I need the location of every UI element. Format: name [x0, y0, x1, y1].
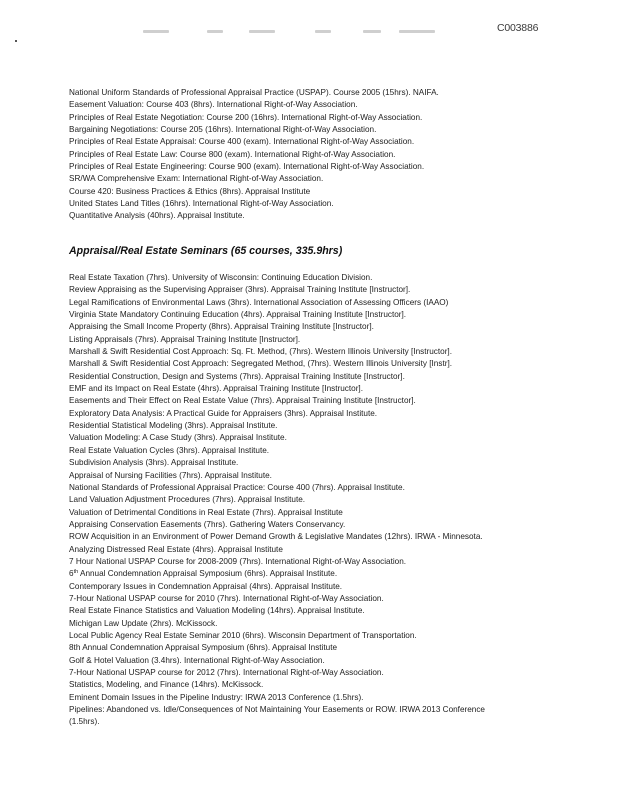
bates-number: C003886 [497, 22, 539, 34]
course-item: Course 420: Business Practices & Ethics (8hrs). Appraisal Institute [69, 186, 311, 196]
seminar-item: Legal Ramifications of Environmental Laws (3hrs). International Association of Assessing Officers (IAAO) [69, 297, 449, 307]
seminar-item: Michigan Law Update (2hrs). McKissock. [69, 618, 218, 628]
ordinal-suffix: th [73, 569, 79, 576]
course-item: Principles of Real Estate Law: Course 800 (exam). International Right-of-Way Association. [69, 149, 396, 159]
seminar-item: Subdivision Analysis (3hrs). Appraisal Institute. [69, 458, 239, 468]
seminar-item: Analyzing Distressed Real Estate (4hrs). Appraisal Institute [69, 544, 283, 554]
seminar-item: Valuation of Detrimental Conditions in Real Estate (7hrs). Appraisal Institute [69, 507, 343, 517]
seminar-item: 7-Hour National USPAP course for 2010 (7hrs). International Right-of-Way Association. [69, 593, 384, 603]
course-item: Principles of Real Estate Appraisal: Course 400 (exam). International Right-of-Way Association. [69, 137, 415, 147]
seminar-item: 7-Hour National USPAP course for 2012 (7hrs). International Right-of-Way Association. [69, 668, 384, 677]
course-item: National Uniform Standards of Professional Appraisal Practice (USPAP). Course 2005 (15hrs). NAIFA. [69, 88, 439, 97]
margin-mark [15, 40, 17, 42]
seminar-item: Valuation Modeling: A Case Study (3hrs). Appraisal Institute. [69, 433, 287, 443]
seminar-item: Appraising the Small Income Property (8hrs). Appraisal Training Institute [Instructor]. [69, 322, 374, 332]
seminar-item: Pipelines: Abandoned vs. Idle/Consequences of Not Maintaining Your Easements or ROW. IRWA 2013 Conference [69, 705, 485, 715]
course-item: United States Land Titles (16hrs). International Right-of-Way Association. [69, 199, 334, 209]
courses-list [69, 87, 549, 223]
seminar-item: Marshall & Swift Residential Cost Approach: Sq. Ft. Method, (7hrs). Western Illinois University [Instructor]. [69, 347, 452, 357]
seminar-item: ROW Acquisition in an Environment of Power Demand Growth & Legislative Mandates (12hrs). IRWA - Minnesota. [69, 532, 483, 542]
seminar-item: Marshall & Swift Residential Cost Approach: Segregated Method, (7hrs). Western Illinois University [Instr]. [69, 359, 453, 369]
seminar-item: (1.5hrs). [69, 717, 100, 727]
seminar-item: 7 Hour National USPAP Course for 2008-2009 (7hrs). International Right-of-Way Association. [69, 556, 407, 566]
course-item: Easement Valuation: Course 403 (8hrs). International Right-of-Way Association. [69, 100, 358, 110]
seminar-item [69, 568, 549, 580]
seminar-item: Exploratory Data Analysis: A Practical Guide for Appraisers (3hrs). Appraisal Institute. [69, 408, 378, 418]
seminar-item: Easements and Their Effect on Real Estate Value (7hrs). Appraisal Training Institute [Instructor]. [69, 396, 416, 406]
course-item: Principles of Real Estate Engineering: Course 900 (exam). International Right-of-Way Association. [69, 162, 425, 172]
seminar-item: Eminent Domain Issues in the Pipeline Industry: IRWA 2013 Conference (1.5hrs). [69, 692, 364, 702]
seminar-item: Residential Construction, Design and Systems (7hrs). Appraisal Training Institute [Instructor]. [69, 371, 405, 381]
seminar-item: Local Public Agency Real Estate Seminar 2010 (6hrs). Wisconsin Department of Transportation. [69, 630, 417, 640]
seminar-item: National Standards of Professional Appraisal Practice: Course 400 (7hrs). Appraisal Institute. [69, 482, 405, 492]
seminar-item: EMF and its Impact on Real Estate (4hrs). Appraisal Training Institute [Instructor]. [69, 384, 363, 394]
seminar-item: Land Valuation Adjustment Procedures (7hrs). Appraisal Institute. [69, 495, 306, 505]
course-item: Principles of Real Estate Negotiation: Course 200 (16hrs). International Right-of-Way Association. [69, 112, 423, 122]
seminar-item: Golf & Hotel Valuation (3.4hrs). International Right-of-Way Association. [69, 655, 325, 665]
seminar-item: Real Estate Valuation Cycles (3hrs). Appraisal Institute. [69, 445, 270, 455]
ordinal-number: 6 [69, 569, 74, 579]
seminar-item: Statistics, Modeling, and Finance (14hrs). McKissock. [69, 680, 264, 690]
seminar-text: Annual Condemnation Appraisal Symposium (6hrs). Appraisal Institute. [78, 569, 338, 579]
seminar-item: 8th Annual Condemnation Appraisal Symposium (6hrs). Appraisal Institute [69, 643, 338, 653]
seminar-item: Appraising Conservation Easements (7hrs). Gathering Waters Conservancy. [69, 519, 346, 529]
seminar-item: Virginia State Mandatory Continuing Education (4hrs). Appraisal Training Institute [Instructor]. [69, 310, 407, 320]
seminars-list [69, 272, 549, 729]
seminar-item: Real Estate Finance Statistics and Valuation Modeling (14hrs). Appraisal Institute. [69, 606, 365, 616]
seminar-item: Real Estate Taxation (7hrs). University of Wisconsin: Continuing Education Division. [69, 273, 373, 282]
seminar-item: Listing Appraisals (7hrs). Appraisal Training Institute [Instructor]. [69, 334, 301, 344]
seminar-item: Review Appraising as the Supervising Appraiser (3hrs). Appraisal Training Institute [Instructor]. [69, 285, 411, 295]
faint-header-text [143, 30, 443, 36]
seminar-item: Contemporary Issues in Condemnation Appraisal (4hrs). Appraisal Institute. [69, 581, 343, 591]
course-item: SR/WA Comprehensive Exam: International Right-of-Way Association. [69, 174, 324, 184]
seminars-heading: Appraisal/Real Estate Seminars (65 courses, 335.9hrs) [69, 245, 343, 257]
seminar-item: Residential Statistical Modeling (3hrs). Appraisal Institute. [69, 421, 278, 431]
course-item: Quantitative Analysis (40hrs). Appraisal Institute. [69, 211, 245, 221]
seminar-item: Appraisal of Nursing Facilities (7hrs). Appraisal Institute. [69, 470, 272, 480]
course-item: Bargaining Negotiations: Course 205 (16hrs). International Right-of-Way Association. [69, 125, 377, 135]
